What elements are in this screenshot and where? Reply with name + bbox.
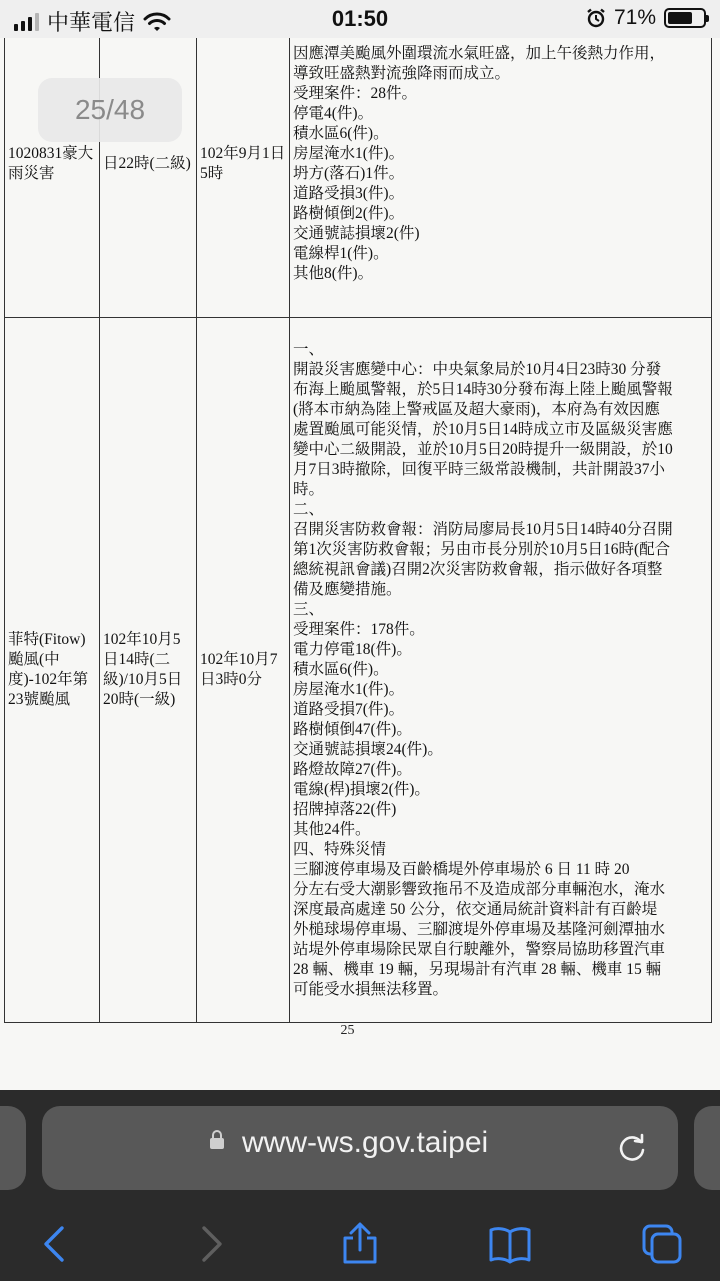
description-line: 外槌球場停車場、三腳渡堤外停車場及基隆河劍潭抽水 bbox=[293, 921, 666, 938]
description-line: 時。 bbox=[293, 481, 325, 498]
description-line: 房屋淹水1(件)。 bbox=[293, 681, 405, 698]
carrier-name: 中華電信 bbox=[47, 10, 136, 35]
description-line: 坍方(落石)1件。 bbox=[293, 165, 405, 182]
description-line: 交通號誌損壞24(件)。 bbox=[293, 741, 443, 758]
description-line: 三、 bbox=[293, 601, 325, 618]
description-line: 三腳渡停車場及百齡橋堤外停車場於 6 日 11 時 20 bbox=[293, 861, 630, 878]
browser-chrome bbox=[0, 1090, 720, 1281]
description-cell bbox=[290, 38, 712, 318]
back-icon[interactable] bbox=[34, 1222, 78, 1266]
description-line: 深度最高處達 50 公分，依交通局統計資料計有百齡堤 bbox=[293, 901, 658, 918]
share-icon[interactable] bbox=[338, 1222, 382, 1266]
status-bar bbox=[0, 0, 720, 38]
status-right bbox=[586, 6, 706, 30]
description-line: 備及應變措施。 bbox=[293, 581, 402, 598]
lock-icon bbox=[210, 1138, 224, 1149]
description-line: 電線(桿)損壞2(件)。 bbox=[293, 781, 430, 798]
start-time-cell: 日22時(二級) bbox=[100, 38, 197, 318]
description-line: 總統視訊會議)召開2次災害防救會報，指示做好各項整 bbox=[293, 561, 663, 578]
url-text: www-ws.gov.taipei bbox=[242, 1126, 489, 1159]
description-line: 路樹傾倒2(件)。 bbox=[293, 205, 405, 222]
table-row bbox=[5, 318, 712, 1023]
description-line: 四、特殊災情 bbox=[293, 841, 387, 858]
tabs-icon[interactable] bbox=[640, 1222, 684, 1266]
description-line: 布海上颱風警報，於5日14時30分發布海上陸上颱風警報 bbox=[293, 381, 673, 398]
description-line: 其他24件。 bbox=[293, 821, 371, 838]
description-line: 一、 bbox=[293, 341, 325, 358]
reload-icon[interactable] bbox=[614, 1130, 650, 1166]
description-line: 開設災害應變中心：中央氣象局於10月4日23時30 分發 bbox=[293, 361, 662, 378]
clock: 01:50 bbox=[331, 6, 389, 31]
description-line: 變中心二級開設，並於10月5日20時提升一級開設，於10 bbox=[293, 441, 673, 458]
description-line: (將本市納為陸上警戒區及超大豪雨)，本府為有效因應 bbox=[293, 401, 660, 418]
description-line: 二、 bbox=[293, 501, 325, 518]
description-line: 積水區6(件)。 bbox=[293, 661, 389, 678]
description-line: 道路受損3(件)。 bbox=[293, 185, 405, 202]
end-time-cell: 102年9月1日5時 bbox=[197, 38, 290, 318]
description-line: 因應潭美颱風外圍環流水氣旺盛，加上午後熱力作用， bbox=[293, 45, 666, 62]
description-line: 受理案件：178件。 bbox=[293, 621, 425, 638]
start-time-cell: 102年10月5日14時(二級)/10月5日20時(一級) bbox=[100, 318, 197, 1023]
disaster-table bbox=[4, 38, 712, 1023]
description-line: 站堤外停車場除民眾自行駛離外，警察局協助移置汽車 bbox=[293, 941, 666, 958]
description-line: 交通號誌損壞2(件) bbox=[293, 225, 420, 242]
description-line: 月7日3時撤除，回復平時三級常設機制，共計開設37小 bbox=[293, 461, 666, 478]
page-counter-badge: 25/48 bbox=[38, 78, 182, 142]
address-bar[interactable] bbox=[42, 1106, 678, 1190]
description-line: 房屋淹水1(件)。 bbox=[293, 145, 405, 162]
description-line: 受理案件：28件。 bbox=[293, 85, 418, 102]
battery-fill bbox=[668, 12, 692, 24]
description-line: 28 輛、機車 19 輛，另現場計有汽車 28 輛、機車 15 輛 bbox=[293, 961, 662, 978]
battery-icon bbox=[664, 8, 706, 28]
description-line: 路樹傾倒47(件)。 bbox=[293, 721, 412, 738]
description-line: 招牌掉落22(件) bbox=[293, 801, 397, 818]
description-line: 其他8(件)。 bbox=[293, 265, 374, 282]
event-cell: 菲特(Fitow)颱風(中度)-102年第23號颱風 bbox=[5, 318, 100, 1023]
description-line: 分左右受大潮影響致拖吊不及造成部分車輛泡水，淹水 bbox=[293, 881, 666, 898]
description-line: 處置颱風可能災情，於10月5日14時成立市及區級災害應 bbox=[293, 421, 673, 438]
description-line: 導致旺盛熱對流強降雨而成立。 bbox=[293, 65, 511, 82]
description-line: 電力停電18(件)。 bbox=[293, 641, 412, 658]
next-tab-preview[interactable] bbox=[694, 1106, 720, 1190]
description-line: 召開災害防救會報：消防局廖局長10月5日14時40分召開 bbox=[293, 521, 673, 538]
battery-percent: 71% bbox=[613, 6, 656, 29]
description-line: 路燈故障27(件)。 bbox=[293, 761, 412, 778]
description-line: 道路受損7(件)。 bbox=[293, 701, 405, 718]
pdf-page[interactable] bbox=[0, 38, 720, 1090]
event-cell: 1020831豪大雨災害 bbox=[5, 38, 100, 318]
previous-tab-preview[interactable] bbox=[0, 1106, 26, 1190]
page-footer-number: 25 bbox=[340, 1023, 355, 1038]
description-cell bbox=[290, 318, 712, 1023]
browser-toolbar bbox=[0, 1208, 720, 1280]
description-line: 可能受水損無法移置。 bbox=[293, 981, 449, 998]
description-line: 第1次災害防救會報；另由市長分別於10月5日16時(配合 bbox=[293, 541, 671, 558]
bookmarks-icon[interactable] bbox=[488, 1222, 532, 1266]
forward-icon bbox=[188, 1222, 232, 1266]
description-line: 停電4(件)。 bbox=[293, 105, 374, 122]
description-line: 電線桿1(件)。 bbox=[293, 245, 389, 262]
description-line: 積水區6(件)。 bbox=[293, 125, 389, 142]
alarm-icon bbox=[586, 8, 606, 28]
end-time-cell: 102年10月7日3時0分 bbox=[197, 318, 290, 1023]
